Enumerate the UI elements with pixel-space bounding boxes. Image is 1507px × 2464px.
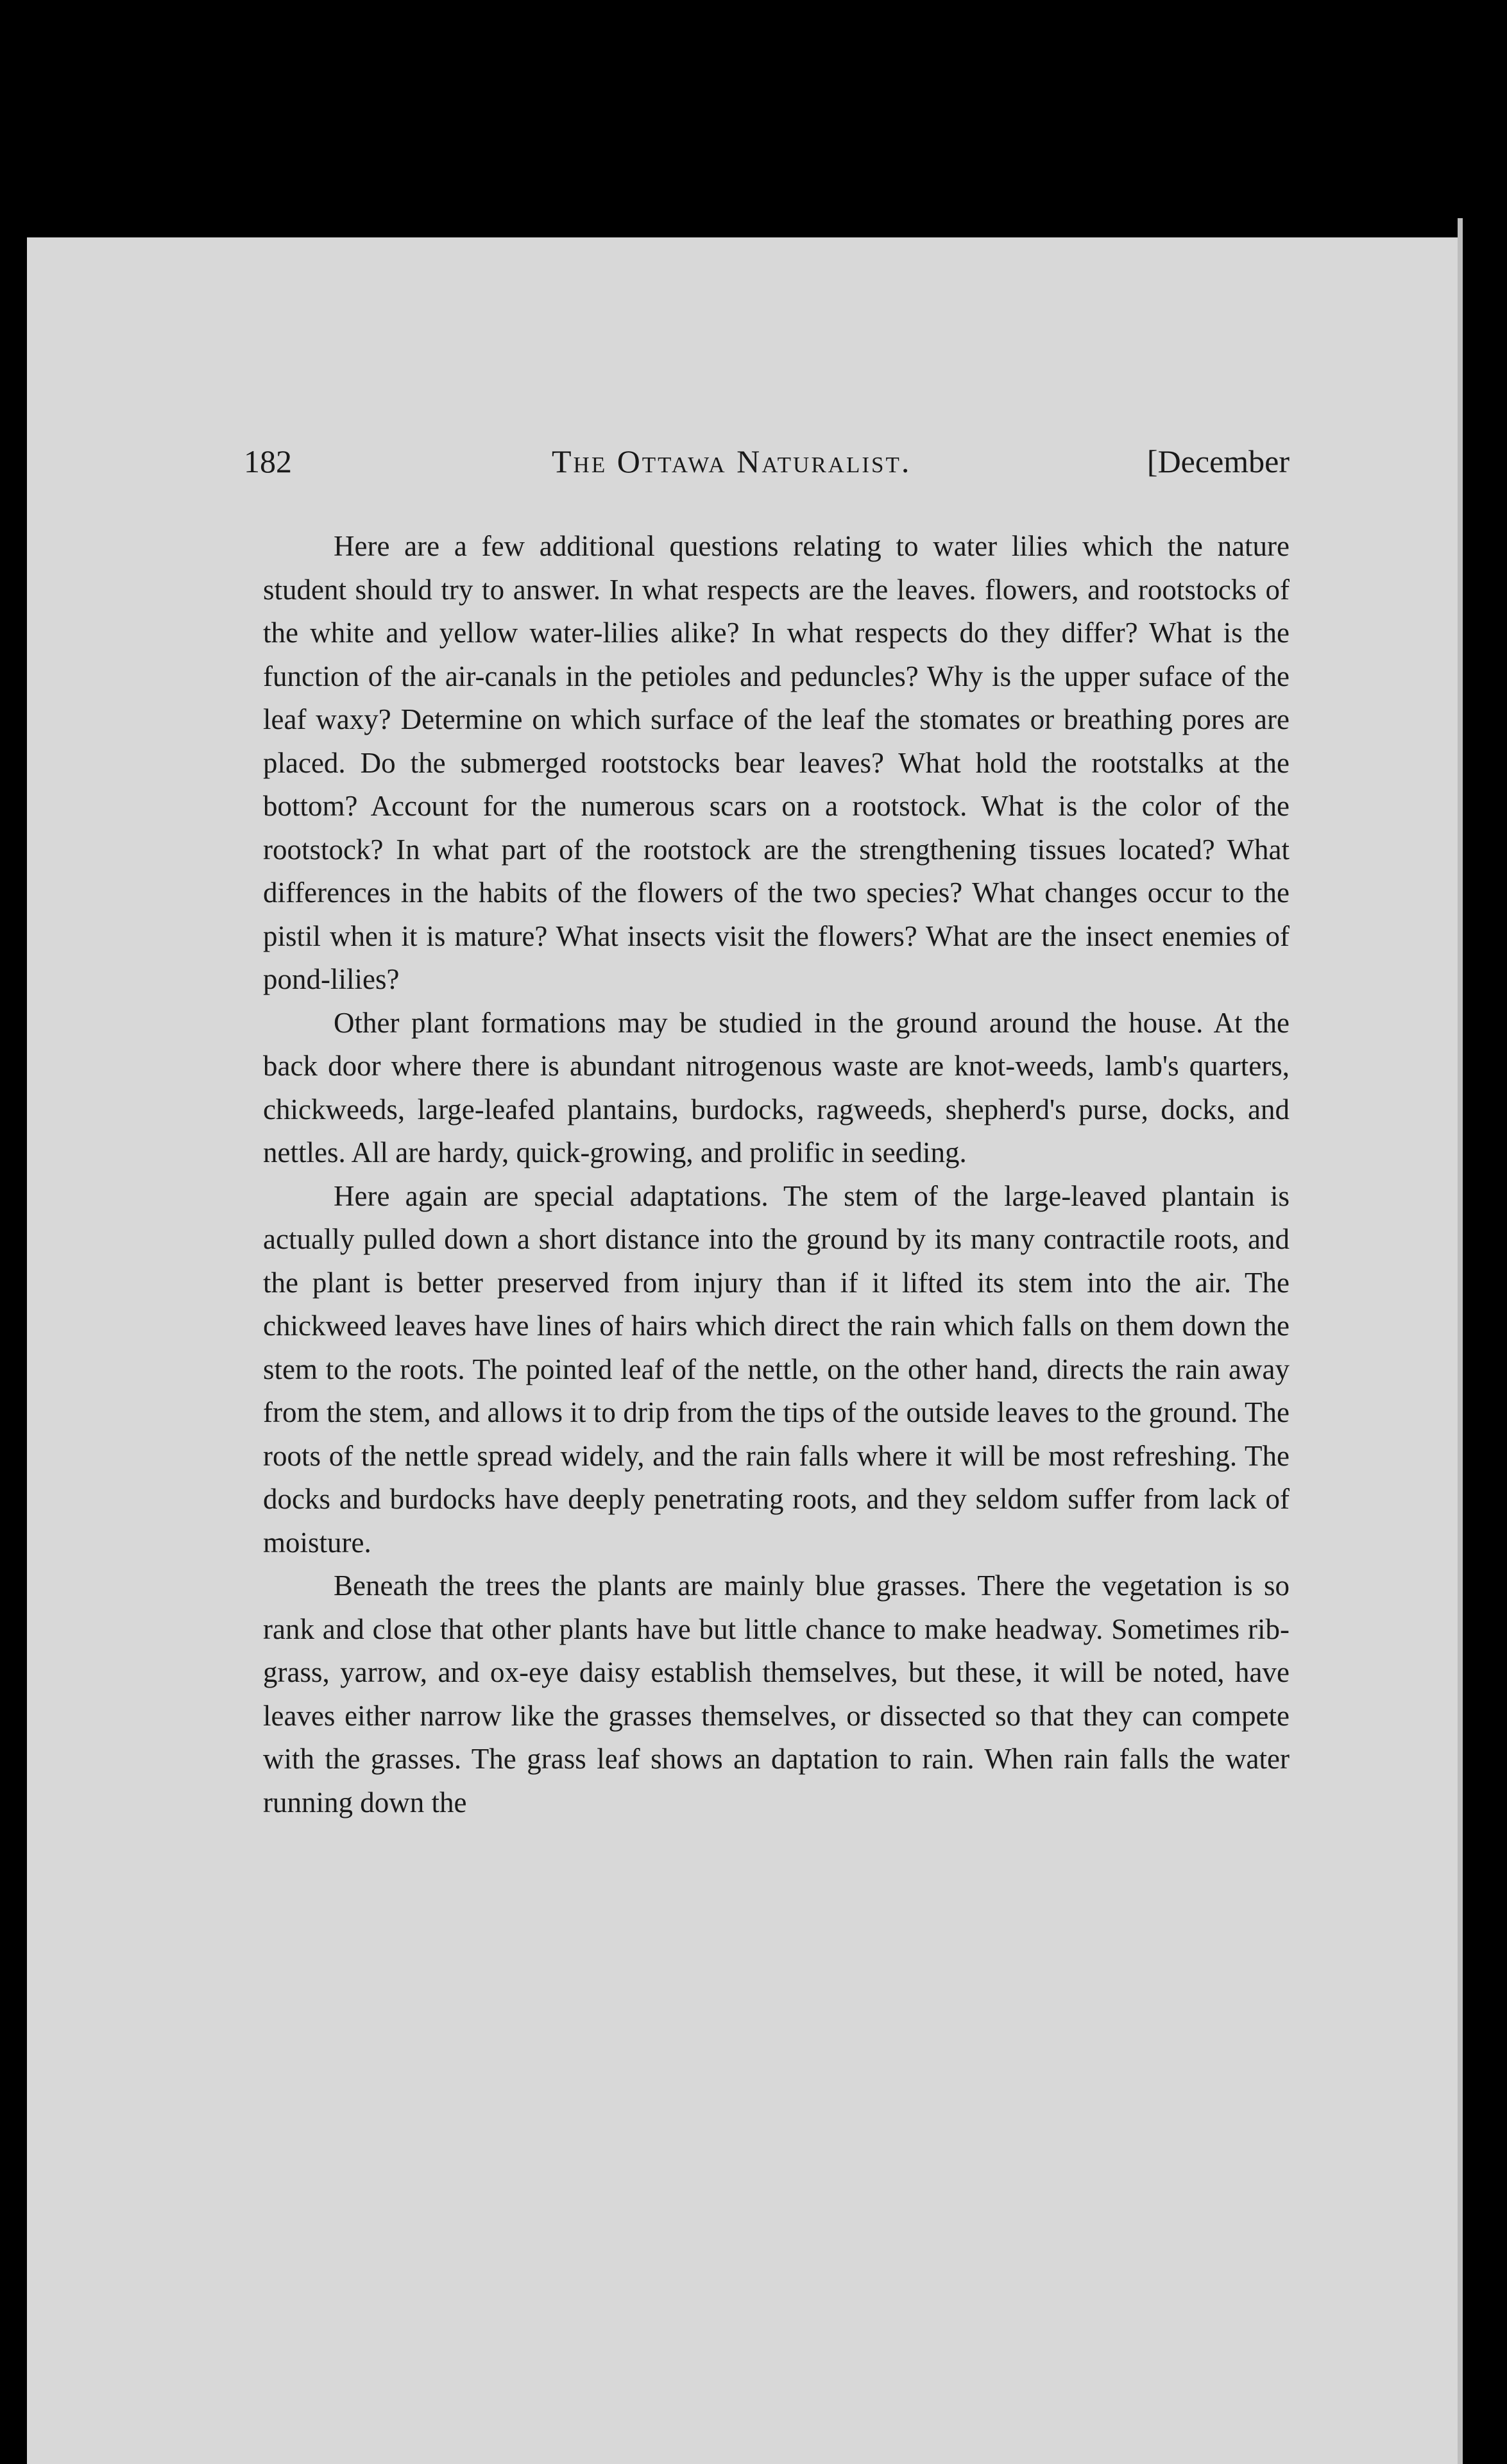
paragraph-water-lily-questions: Here are a few additional questions relating to water lilies which the nature student should try to answer. In what respects are the leaves. flowers, and rootstocks of the white and yellow water-lilies alike? In what respects do they differ? What is the function of the air-canals in the petioles and peduncles? Why is the upper suface of the leaf waxy? Determine on which surface of the leaf the stomates or breathing pores are placed. Do the submerged rootstocks bear leaves? What hold the rootstalks at the bottom? Account for the numerous scars on a rootstock. What is the color of the rootstock? In what part of the rootstock are the strengthening tissues located? What differences in the habits of the flowers of the two species? What changes occur to the pistil when it is mature? What insects visit the flowers? What are the insect enemies of pond-lilies? (263, 530, 1290, 995)
page-number: 182 (244, 443, 292, 479)
issue-month: [December (1146, 443, 1290, 479)
article-body (263, 525, 1290, 1824)
paragraph-special-adaptations: Here again are special adaptations. The stem of the large-leaved plantain is actually pulled down a short distance into the ground by its many contractile roots, and the plant is better preserved from injury than if it lifted its stem into the air. The chickweed leaves have lines of hairs which direct the rain which falls on them down the stem to the roots. The pointed leaf of the nettle, on the other hand, directs the rain away from the stem, and allows it to drip from the tips of the outside leaves to the ground. The roots of the nettle spread widely, and the rain falls where it will be most refreshing. The docks and burdocks have deeply penetrating roots, and they seldom suffer from lack of moisture. (263, 1179, 1290, 1559)
paragraph-blue-grasses: Beneath the trees the plants are mainly blue grasses. There the vegetation is so rank and close that other plants have but little chance to make headway. Sometimes rib-grass, yarrow, and ox-eye daisy establish themselves, but these, it will be noted, have leaves either narrow like the grasses themselves, or dissected so that they can compete with the grasses. The grass leaf shows an daptation to rain. When rain falls the water running down the (263, 1570, 1290, 1818)
running-head (231, 443, 1290, 494)
paragraph-plant-formations: Other plant formations may be studied in the ground around the house. At the back door where there is abundant nitrogenous waste are knot-weeds, lamb's quarters, chickweeds, large-leafed plantains, burdocks, ragweeds, shepherd's purse, docks, and nettles. All are hardy, quick-growing, and prolific in seeding. (263, 1006, 1290, 1168)
journal-title: The Ottawa Naturalist. (552, 443, 912, 479)
page-edge (1458, 218, 1463, 2464)
